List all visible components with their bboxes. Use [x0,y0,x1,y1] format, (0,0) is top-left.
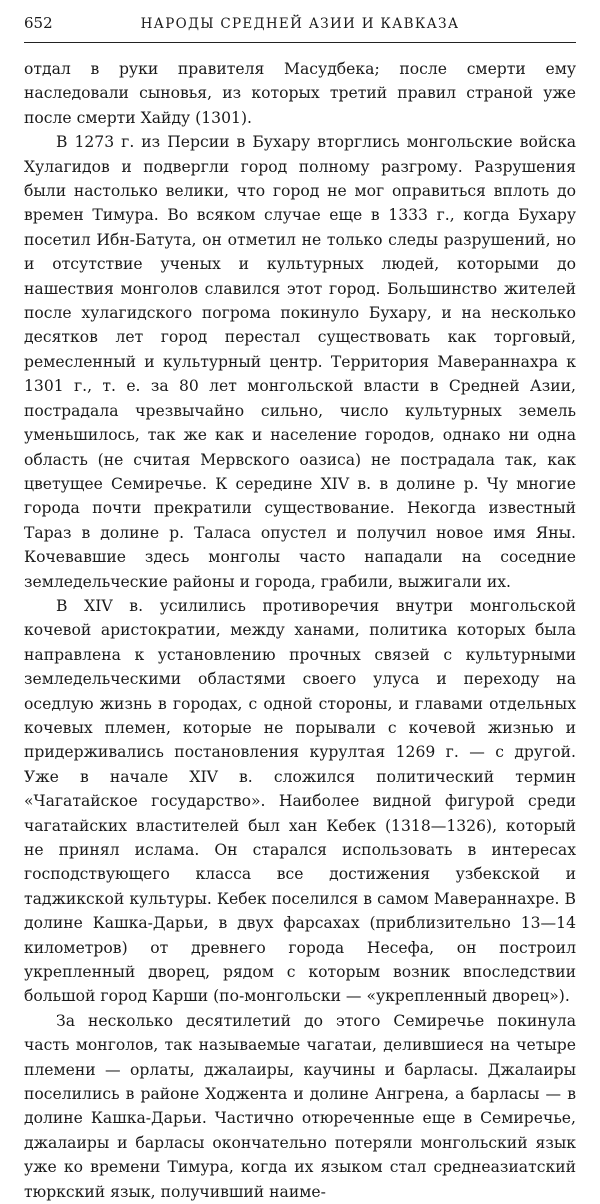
paragraph-continuation: отдал в руки правителя Масудбека; после смерти ему наследовали сыновья, из которых третий правил страной уже после смерти Хайду (1301). [24,60,576,127]
paragraph-chagatai-tribes: За несколько десятилетий до этого Семиречье покинула часть монголов, так называемые чагатаи, делившиеся на четыре племени — орлаты, джалаиры, каучины и барласы. Джалаиры поселились в районе Ходжента и долине Ангрена, а барласы — в долине Кашка-Дарьи. Частично отюреченные еще в Семиречье, джалаиры и барласы окончательно потеряли монгольский язык уже ко времени Тимура, когда их языком стал среднеазиатский тюркский язык, получивший наиме- [24,1011,576,1201]
paragraph-xiv-century: В XIV в. усилились противоречия внутри монгольской кочевой аристократии, между ханами, политика которых была направлена к установлению прочных связей с культурными земледельческими областями своего улуса и переходу на оседлую жизнь в городах, с одной стороны, и главами отдельных кочевых племен, которые не порывали с кочевой жизнью и придерживались постановления курултая 1269 г. — с другой. Уже в начале XIV в. сложился политический термин «Чагатайское государство». Наиболее видной фигурой среди чагатайских властителей был хан Кебек (1318—1326), который не принял ислама. Он старался использовать в интересах господствующего класса все достижения узбекской и таджикской культуры. Кебек поселился в самом Мавераннахре. В долине Кашка-Дарьи, в двух фарсахах (приблизительно 13—14 километров) от древнего города Несефа, он построил укрепленный дворец, рядом с которым возник впоследствии большой город Карши (по-монгольски — «укрепленный дворец»). [24,596,576,1006]
page-number: 652 [24,14,53,32]
body-text [24,57,576,1204]
page-header [24,14,576,43]
paragraph-bukhara-1273: В 1273 г. из Персии в Бухару вторглись монгольские войска Хулагидов и подвергли город полному разгрому. Разрушения были настолько велики, что город не мог оправиться вплоть до времен Тимура. Во всяком случае еще в 1333 г., когда Бухару посетил Ибн-Батута, он отметил не только следы разрушений, но и отсутствие ученых и культурных людей, которыми до нашествия монголов славился этот город. Большинство жителей после хулагидского погрома покинуло Бухару, и на несколько десятков лет город перестал существовать как торговый, ремесленный и культурный центр. Территория Мавераннахра к 1301 г., т. е. за 80 лет монгольской власти в Средней Азии, пострадала чрезвычайно сильно, число культурных земель уменьшилось, так же как и население городов, однако ни одна область (не считая Мервского оазиса) не пострадала так, как цветущее Семиречье. К середине XIV в. в долине р. Чу многие города почти прекратили существование. Некогда известный Тараз в долине р. Таласа опустел и получил новое имя Яны. Кочевавшие здесь монголы часто нападали на соседние земледельческие районы и города, грабили, выжигали их. [24,133,576,591]
book-page [24,14,576,1204]
running-title: НАРОДЫ СРЕДНЕЙ АЗИИ И КАВКАЗА [140,16,460,32]
